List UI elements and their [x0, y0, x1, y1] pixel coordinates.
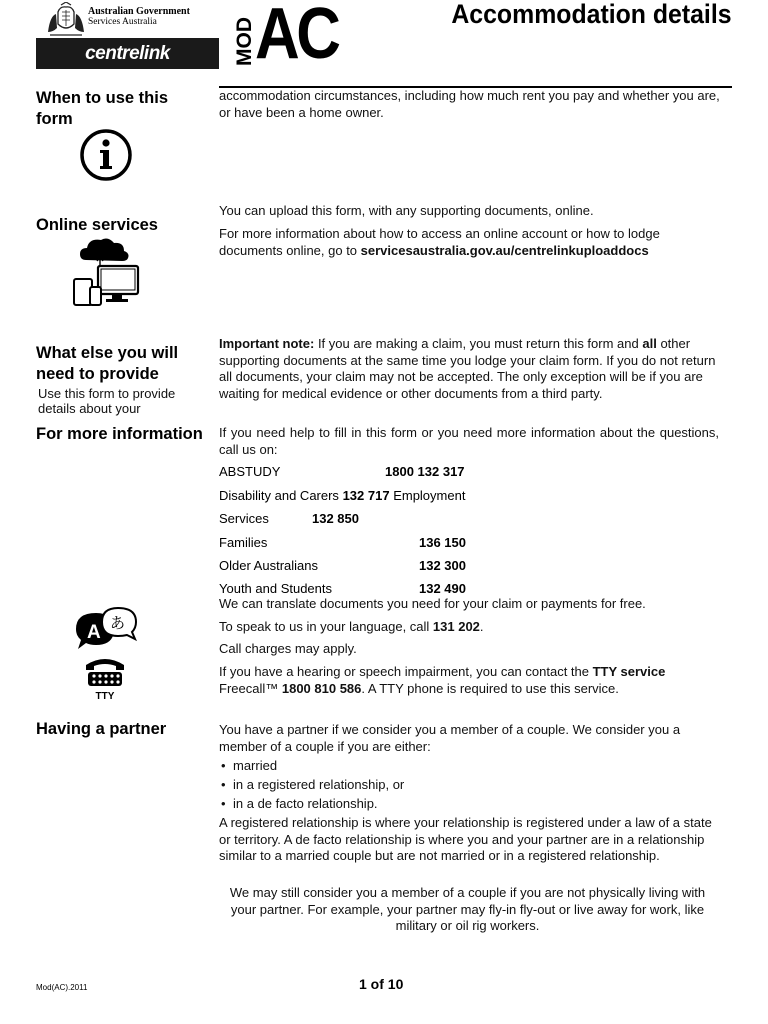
phone-label-disability: Disability and Carers [219, 488, 339, 503]
phone-number-abstudy[interactable]: 1800 132 317 [385, 464, 465, 479]
important-note [219, 336, 719, 402]
phone-number-families[interactable]: 136 150 [419, 535, 466, 550]
page-title: Accommodation details [451, 0, 732, 29]
what-else-subtext [38, 386, 175, 416]
tty-info [219, 664, 679, 697]
partner-bullet-list [219, 756, 699, 813]
partner-bullet-registered: • in a registered relationship, or [219, 775, 699, 794]
phone-row-abstudy [219, 464, 465, 480]
phone-number-older[interactable]: 132 300 [419, 558, 466, 573]
call-charges-note: Call charges may apply. [219, 641, 357, 656]
partner-registered-definition: A registered relationship is where your relationship is registered under a law of a state or territory. A de facto relationship is where you and your partner are in a relationship similar to a married couple but are not married or in a registered relationship. [219, 815, 712, 863]
translate-p2-a: To speak to us in your language, call [219, 619, 433, 634]
online-services-p2-text: For more information about how to access an online account or how to lodge documents online, go to [219, 226, 660, 258]
phone-row-disability [219, 488, 465, 504]
government-wordmark [88, 6, 190, 28]
phone-number-youth[interactable]: 132 490 [419, 581, 466, 596]
having-a-partner-heading: Having a partner [36, 720, 167, 738]
tty-number[interactable]: 1800 810 586 [281, 680, 362, 696]
tty-phone-icon [80, 655, 130, 701]
tty-info-b: Freecall™ [219, 680, 282, 696]
phone-number-disability[interactable]: 132 717 [342, 488, 390, 503]
online-services-p1: You can upload this form, with any supporting documents, online. [219, 203, 594, 218]
more-info-heading: For more information [36, 425, 203, 443]
important-note-a: If you are making a claim, you must return this form and [314, 336, 643, 351]
partner-intro: You have a partner if we consider you a member of a couple. We consider you a member of a couple if you are either: [219, 722, 681, 754]
when-to-use-heading [36, 88, 168, 130]
when-to-use-body: accommodation circumstances, including how much rent you pay and whether you are, or have been a home owner. [219, 88, 720, 120]
phone-label-youth: Youth and Students [219, 581, 333, 596]
important-note-b: other supporting documents at the same time you lodge your claim form. If you do not return all documents, your claim may not be accepted. The only exception will be if you are waiting for medical evidence or other documents from a third party. [219, 336, 716, 401]
gov-line-2: Services Australia [88, 17, 157, 27]
when-to-use-heading-l1: When to use this [36, 89, 168, 107]
translate-p2 [219, 619, 724, 636]
phone-number-services[interactable]: 132 850 [312, 511, 359, 526]
what-else-heading-l2: need to provide [36, 365, 159, 383]
phone-row-youth [219, 581, 466, 597]
svg-text:A: A [87, 622, 101, 643]
important-note-label: Important note: [219, 336, 315, 351]
info-icon [79, 128, 133, 182]
what-else-heading-l1: What else you will [36, 344, 179, 362]
language-line-number[interactable]: 131 202 [432, 619, 480, 634]
form-code: AC [255, 0, 338, 74]
online-services-p2 [219, 226, 724, 259]
phone-row-older [219, 558, 466, 574]
centrelink-brand-bar: centrelink [36, 38, 219, 69]
tty-info-a: If you have a hearing or speech impairment, you can contact the [219, 664, 593, 679]
tty-icon-label: TTY [95, 691, 115, 701]
partner-bullet-de-facto: • in a de facto relationship. [219, 794, 699, 813]
what-else-sub-l1: Use this form to provide [38, 386, 176, 401]
tty-info-c: . A TTY phone is required to use this service. [361, 680, 619, 696]
phone-label-employment: Employment [393, 488, 466, 503]
gov-line-1: Australian Government [88, 6, 190, 17]
phone-row-families [219, 535, 466, 551]
coat-of-arms-logo [44, 2, 88, 38]
phone-label-abstudy: ABSTUDY [219, 464, 281, 479]
more-info-intro: If you need help to fill in this form or you need more information about the questions, call us on: [219, 425, 719, 457]
upload-docs-link[interactable]: servicesaustralia.gov.au/centrelinkuploaddocs [360, 242, 649, 258]
what-else-heading [36, 343, 178, 385]
phone-row-services [219, 511, 359, 527]
what-else-sub-l2: details about your [38, 401, 141, 416]
svg-text:あ: あ [110, 614, 126, 632]
when-to-use-heading-l2: form [36, 110, 73, 128]
partner-bullet-married: • married [219, 756, 699, 775]
language-icon [74, 607, 138, 651]
mod-label-text: MOD [233, 17, 256, 66]
tty-service-label: TTY service [592, 664, 666, 679]
important-note-all: all [642, 336, 657, 351]
online-services-heading: Online services [36, 216, 158, 234]
translate-p1: We can translate documents you need for your claim or payments for free. [219, 596, 646, 611]
online-devices-icon [72, 236, 140, 308]
phone-label-families: Families [219, 535, 268, 550]
page-number: 1 of 10 [359, 976, 404, 992]
translate-p2-b: . [479, 619, 484, 634]
mod-label [231, 10, 257, 68]
partner-living-apart-note: We may still consider you a member of a couple if you are not physically living with your partner. For example, your partner may fly-in fly-out or live away for work, like military or oil rig workers. [229, 885, 706, 933]
phone-label-services: Services [219, 511, 269, 526]
footer-form-code: Mod(AC).2011 [36, 983, 88, 992]
phone-label-older: Older Australians [219, 558, 318, 573]
